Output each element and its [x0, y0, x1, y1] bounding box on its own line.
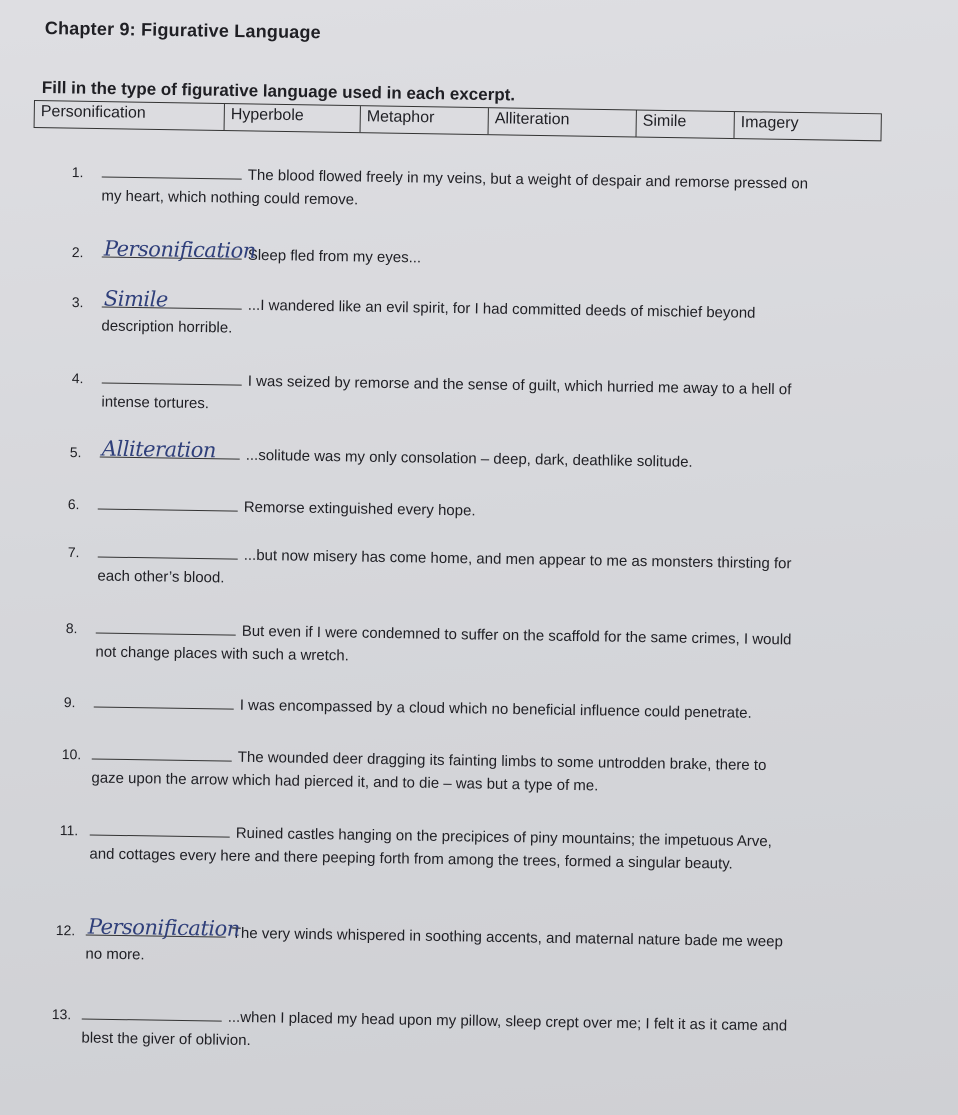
answer-blank[interactable]: [82, 1002, 222, 1021]
item-number: 8.: [65, 619, 78, 637]
exercise-item: [64, 690, 884, 727]
answer-blank[interactable]: [92, 742, 232, 761]
excerpt-text: Sleep fled from my eyes...: [247, 246, 422, 267]
excerpt-text: ...solitude was my only consolation – deep, dark, deathlike solitude.: [245, 446, 693, 471]
excerpt-text-continued: each other’s blood.: [97, 567, 225, 587]
excerpt-text: The wounded deer dragging its fainting limbs to some untrodden brake, there to: [237, 748, 767, 775]
word-bank-cell: Alliteration: [489, 108, 637, 136]
excerpt-text: ...I wandered like an evil spirit, for I had committed deeds of mischief beyond: [247, 296, 756, 322]
excerpt-text: The blood flowed freely in my veins, but a weight of despair and remorse pressed on: [247, 166, 809, 193]
item-number: 7.: [67, 543, 80, 561]
item-number: 1.: [71, 163, 84, 181]
excerpt-text: Remorse extinguished every hope.: [243, 498, 476, 520]
answer-blank[interactable]: [96, 616, 236, 635]
item-number: 6.: [67, 495, 80, 513]
excerpt-text-continued: and cottages every here and there peeping forth from among the trees, formed a singular beauty.: [89, 845, 733, 873]
exercise-item: [51, 1002, 872, 1062]
handwritten-answer: Personification: [87, 914, 240, 941]
exercise-item: [69, 436, 890, 477]
excerpt-text: I was encompassed by a cloud which no beneficial influence could penetrate.: [239, 696, 752, 722]
excerpt-text: The very winds whispered in soothing accents, and maternal nature bade me weep: [231, 924, 784, 951]
excerpt-text-continued: no more.: [85, 945, 145, 964]
word-bank-cell: Simile: [637, 110, 735, 138]
excerpt-text-continued: intense tortures.: [101, 393, 210, 413]
answer-blank[interactable]: [98, 540, 238, 559]
answer-blank[interactable]: [98, 492, 238, 511]
excerpt-text: I was seized by remorse and the sense of guilt, which hurried me away to a hell of: [247, 372, 792, 399]
excerpt-text-continued: description horrible.: [101, 317, 233, 337]
answer-blank[interactable]: [94, 690, 234, 709]
item-number: 10.: [61, 745, 82, 763]
exercise-item: [71, 236, 892, 277]
excerpt-text: But even if I were condemned to suffer on the scaffold for the same crimes, I would: [241, 622, 792, 649]
item-number: 11.: [59, 821, 79, 839]
answer-blank[interactable]: [102, 160, 242, 179]
answer-blank[interactable]: [90, 818, 230, 837]
item-number: 3.: [71, 293, 84, 311]
excerpt-text: Ruined castles hanging on the precipices of piny mountains; the impetuous Arve,: [235, 824, 773, 851]
page-title: Chapter 9: Figurative Language: [44, 18, 322, 43]
word-bank-cell: Hyperbole: [225, 104, 361, 132]
excerpt-text-continued: not change places with such a wretch.: [95, 643, 350, 665]
excerpt-text-continued: gaze upon the arrow which had pierced it, and to die – was but a type of me.: [91, 769, 599, 795]
item-number: 2.: [71, 243, 84, 261]
exercise-item: [65, 616, 886, 676]
item-number: 4.: [71, 369, 84, 387]
exercise-item: [71, 366, 892, 426]
word-bank-cell: Personification: [35, 101, 225, 130]
answer-blank[interactable]: [100, 436, 240, 463]
exercise-item: [71, 160, 892, 220]
exercise-item: [67, 540, 888, 600]
item-number: 13.: [51, 1005, 72, 1023]
exercise-item: [55, 914, 876, 978]
item-number: 12.: [55, 921, 76, 939]
handwritten-answer: Personification: [103, 236, 256, 263]
excerpt-text-continued: blest the giver of oblivion.: [81, 1029, 251, 1050]
handwritten-answer: Simile: [103, 286, 168, 312]
item-number: 5.: [69, 443, 82, 461]
answer-blank[interactable]: [102, 366, 242, 385]
answer-blank[interactable]: [86, 914, 240, 941]
exercise-item: [68, 492, 888, 529]
answer-blank[interactable]: [102, 236, 256, 263]
word-bank-cell: Imagery: [740, 114, 799, 133]
word-bank: [34, 100, 882, 141]
excerpt-text-continued: my heart, which nothing could remove.: [101, 187, 359, 209]
exercise-item: [61, 742, 882, 802]
instructions: Fill in the type of figurative language used in each excerpt.: [41, 78, 516, 105]
exercise-item: [59, 818, 880, 878]
word-bank-cell: Metaphor: [361, 106, 489, 134]
excerpt-text: ...but now misery has come home, and men appear to me as monsters thirsting for: [243, 546, 792, 573]
handwritten-answer: Alliteration: [101, 436, 217, 463]
exercise-item: [71, 286, 892, 350]
excerpt-text: ...when I placed my head upon my pillow, sleep crept over me; I felt it as it came and: [227, 1008, 788, 1035]
answer-blank[interactable]: [102, 286, 242, 312]
item-number: 9.: [63, 693, 76, 711]
